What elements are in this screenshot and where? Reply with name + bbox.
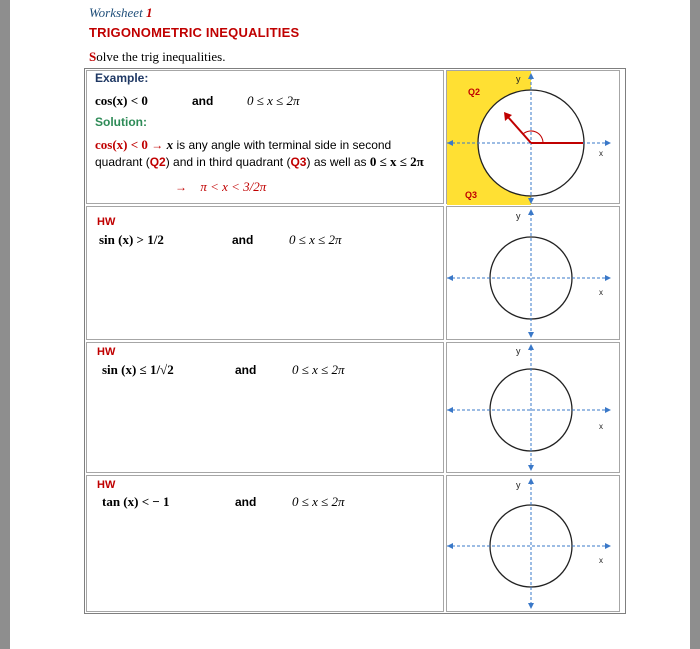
- x-arrow-left-icon: [447, 407, 453, 413]
- q2-label: Q2: [468, 87, 481, 97]
- y-arrow-down-icon: [528, 603, 534, 609]
- solution-label: Solution:: [95, 115, 147, 129]
- instructions: Solve the trig inequalities.: [89, 49, 226, 64]
- x-arrow-right-icon: [605, 407, 611, 413]
- x-arrow-left-icon: [447, 543, 453, 549]
- y-arrow-down-icon: [528, 332, 534, 338]
- hw-label-1: HW: [97, 216, 116, 228]
- problem-text-cell-3: [86, 475, 444, 612]
- problem-graph-cell-3: [446, 475, 620, 612]
- example-row: [86, 70, 620, 204]
- problem-graph-cell-1: [446, 206, 620, 340]
- y-arrow-up-icon: [528, 478, 534, 484]
- problem-row-3: [86, 475, 620, 612]
- y-label: y: [516, 480, 521, 490]
- problem-and-1: and: [232, 233, 254, 247]
- x-arrow-right-icon: [605, 140, 611, 146]
- x-label: x: [599, 149, 603, 158]
- problem-text-cell-1: [86, 206, 444, 340]
- y-label: y: [516, 211, 521, 221]
- example-domain: 0 ≤ x ≤ 2π: [247, 93, 300, 108]
- hw-label-3: HW: [97, 479, 116, 491]
- problem-and-3: and: [235, 495, 257, 509]
- x-arrow-right-icon: [605, 543, 611, 549]
- problem-inequality-1: sin (x) > 1/2: [99, 232, 164, 247]
- y-label: y: [516, 74, 521, 84]
- problem-row-2: [86, 342, 620, 473]
- y-arrow-down-icon: [528, 465, 534, 471]
- example-text-cell: [86, 70, 444, 204]
- y-arrow-up-icon: [528, 344, 534, 350]
- window-frame-right: [690, 0, 700, 649]
- unit-circle-blank-1: [447, 207, 621, 341]
- problem-inequality-2: sin (x) ≤ 1/√2: [102, 362, 174, 377]
- x-arrow-right-icon: [605, 275, 611, 281]
- y-label: y: [516, 346, 521, 356]
- problem-domain-1: 0 ≤ x ≤ 2π: [289, 232, 342, 247]
- problem-domain-3: 0 ≤ x ≤ 2π: [292, 494, 345, 509]
- x-label: x: [599, 422, 603, 431]
- solution-line-1: cos(x) < 0 → x is any angle with terminal side in second: [95, 137, 392, 152]
- problem-graph-cell-2: [446, 342, 620, 473]
- problem-and-2: and: [235, 363, 257, 377]
- worksheet-title: Worksheet 1: [89, 5, 153, 20]
- problem-inequality-3: tan (x) < − 1: [102, 494, 170, 509]
- y-arrow-up-icon: [528, 209, 534, 215]
- example-graph-cell: [446, 70, 620, 204]
- solution-line-2: quadrant (Q2) and in third quadrant (Q3) as well as 0 ≤ x ≤ 2π: [95, 154, 424, 169]
- answer-line: → π < x < 3/2π: [175, 179, 267, 194]
- example-and: and: [192, 94, 214, 108]
- topic-heading: TRIGONOMETRIC INEQUALITIES: [89, 25, 300, 40]
- unit-circle-blank-2: [447, 343, 621, 474]
- x-arrow-left-icon: [447, 275, 453, 281]
- window-frame-left: [0, 0, 10, 649]
- unit-circle-blank-3: [447, 476, 621, 613]
- example-label: Example:: [95, 71, 149, 85]
- unit-circle-example: [447, 71, 621, 205]
- example-inequality: cos(x) < 0: [95, 93, 148, 108]
- x-label: x: [599, 556, 603, 565]
- hw-label-2: HW: [97, 346, 116, 358]
- problem-text-cell-2: [86, 342, 444, 473]
- problem-domain-2: 0 ≤ x ≤ 2π: [292, 362, 345, 377]
- x-label: x: [599, 288, 603, 297]
- problem-row-1: [86, 206, 620, 340]
- q3-label: Q3: [465, 190, 478, 200]
